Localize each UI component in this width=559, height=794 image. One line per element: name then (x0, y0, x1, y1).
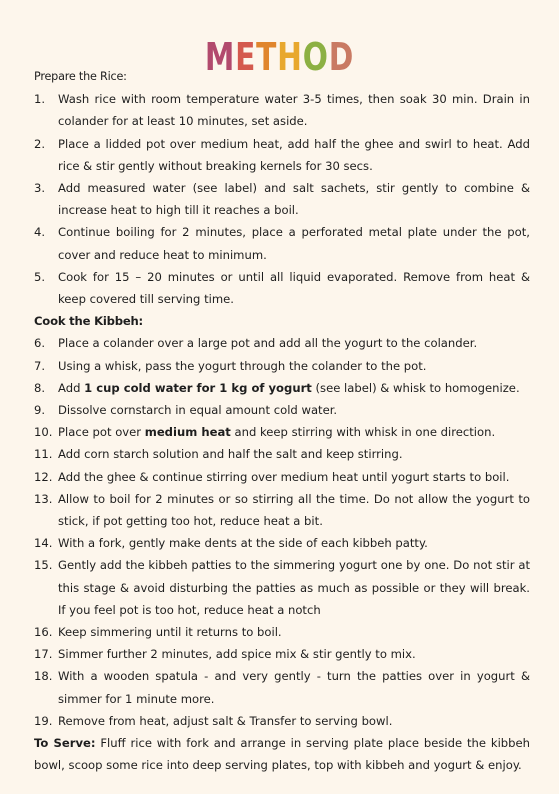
step-number: 17. (34, 647, 53, 662)
step-number: 9. (34, 403, 46, 418)
step-text: Add corn starch solution and half the salt and keep stirring. (58, 447, 403, 462)
step-item (34, 643, 530, 665)
serve-label: To Serve: (34, 736, 96, 751)
step-item (34, 177, 530, 221)
step-text: Place a lidded pot over medium heat, add half the ghee and swirl to heat. Add rice & stir gently without breaking kernels for 30 secs. (58, 136, 530, 173)
step-number: 13. (34, 491, 53, 506)
step-number: 7. (34, 358, 46, 373)
step-item (34, 488, 530, 532)
method-content (34, 66, 530, 777)
step-text: Remove from heat, adjust salt & Transfer to serving bowl. (58, 713, 393, 728)
step-number: 12. (34, 469, 53, 484)
step-number: 15. (34, 558, 53, 573)
step-text: With a fork, gently make dents at the side of each kibbeh patty. (58, 536, 428, 551)
step-item (34, 133, 530, 177)
step-number: 6. (34, 336, 46, 351)
step-text: Gently add the kibbeh patties to the simmering yogurt one by one. Do not stir at this stage & avoid disturbing the patties as much as possible or they will break. If you feel pot is too hot, reduce heat a notch (58, 558, 530, 617)
step-item (34, 332, 530, 354)
step-text-pre: Place pot over (58, 425, 145, 440)
step-text: Wash rice with room temperature water 3-5 times, then soak 30 min. Drain in colander for at least 10 minutes, set aside. (58, 92, 530, 129)
step-text: Cook for 15 – 20 minutes or until all liquid evaporated. Remove from heat & keep covered till serving time. (58, 269, 530, 307)
step-text: Keep simmering until it returns to boil. (58, 625, 282, 640)
step-item (34, 554, 530, 621)
step-number: 18. (34, 669, 53, 684)
step-number: 16. (34, 625, 53, 640)
step-text: Using a whisk, pass the yogurt through the colander to the pot. (58, 358, 427, 373)
step-number: 4. (34, 225, 46, 240)
step-text-post: (see label) & whisk to homogenize. (311, 380, 520, 395)
step-item (34, 221, 530, 265)
title-letter: O (302, 35, 329, 79)
step-text-pre: Add (58, 380, 85, 395)
step-text: Add the ghee & continue stirring over medium heat until yogurt starts to boil. (58, 469, 510, 484)
rice-steps (34, 88, 530, 310)
step-number: 14. (34, 536, 53, 551)
kibbeh-steps (34, 332, 530, 732)
serve-paragraph (34, 732, 530, 776)
step-number: 11. (34, 447, 53, 462)
title-letter: H (277, 35, 303, 79)
step-number: 8. (34, 380, 46, 395)
step-item (34, 710, 530, 732)
title-letter: M (204, 35, 236, 79)
step-text: Allow to boil for 2 minutes or so stirring all the time. Do not allow the yogurt to stick, if pot getting too hot, reduce heat a bit. (58, 491, 530, 529)
step-text: Continue boiling for 2 minutes, place a perforated metal plate under the pot, cover and reduce heat to minimum. (58, 225, 530, 262)
step-text: Dissolve cornstarch in equal amount cold water. (58, 403, 338, 418)
rice-heading: Prepare the Rice: (34, 70, 127, 83)
step-item (34, 621, 530, 643)
title-letter: E (235, 35, 257, 79)
step-item (34, 377, 530, 399)
step-item (34, 399, 530, 421)
step-text: Place a colander over a large pot and add all the yogurt to the colander. (58, 336, 478, 351)
step-number: 5. (34, 269, 46, 284)
step-text-bold: 1 cup cold water for 1 kg of yogurt (84, 380, 312, 395)
step-item (34, 88, 530, 132)
step-text: With a wooden spatula - and very gently - turn the patties over in yogurt & simmer for 1 minute more. (58, 669, 530, 706)
kibbeh-heading: Cook the Kibbeh: (34, 314, 143, 329)
step-number: 19. (34, 713, 53, 728)
step-text: Add measured water (see label) and salt sachets, stir gently to combine & increase heat to high till it reaches a boil. (58, 181, 530, 218)
step-number: 3. (34, 181, 46, 196)
step-text: Simmer further 2 minutes, add spice mix & stir gently to mix. (58, 647, 416, 662)
step-item (34, 466, 530, 488)
title-letter: D (328, 35, 355, 79)
step-number: 1. (34, 92, 46, 107)
step-text-post: and keep stirring with whisk in one direction. (230, 425, 496, 440)
step-item (34, 355, 530, 377)
step-number: 10. (34, 425, 53, 440)
step-item (34, 665, 530, 709)
step-item (34, 421, 530, 443)
step-number: 2. (34, 136, 46, 151)
step-item (34, 266, 530, 310)
title-letter: T (256, 35, 278, 79)
serve-text: Fluff rice with fork and arrange in serving plate place beside the kibbeh bowl, scoop some rice into deep serving plates, top with kibbeh and yogurt & enjoy. (34, 736, 530, 773)
step-item (34, 532, 530, 554)
step-text-bold: medium heat (144, 425, 231, 440)
step-item (34, 443, 530, 465)
